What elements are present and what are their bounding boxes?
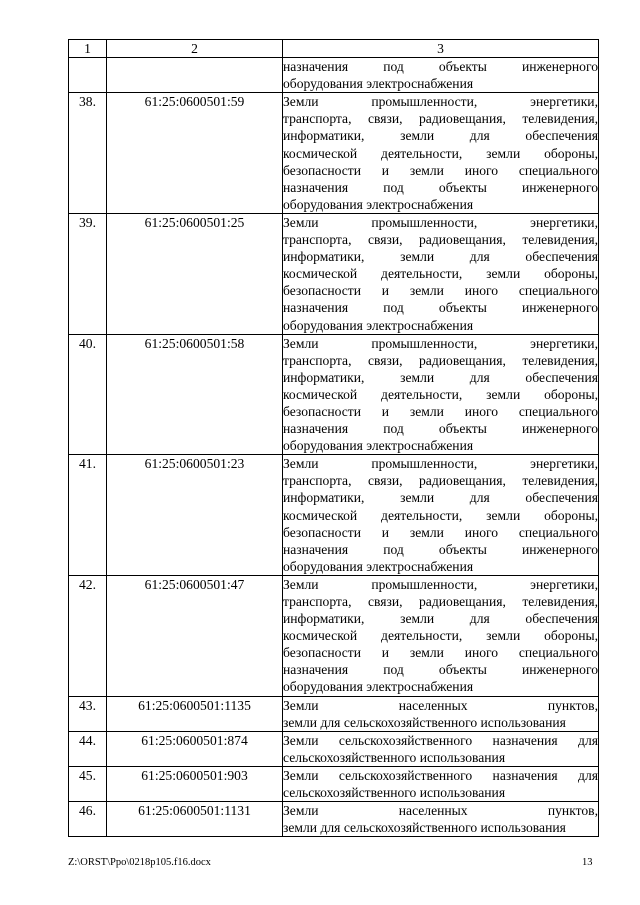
land-category <box>283 696 599 731</box>
land-category-line: назначения под объекты инженерного <box>283 662 598 678</box>
cadastral-number: 61:25:0600501:25 <box>107 213 283 334</box>
cadastral-number: 61:25:0600501:59 <box>107 93 283 214</box>
table-row <box>69 213 599 334</box>
row-number: 44. <box>69 731 107 766</box>
land-category <box>283 731 599 766</box>
table-row <box>69 766 599 801</box>
land-category-line: Земли промышленности, энергетики, <box>283 456 598 472</box>
land-plots-table <box>68 39 599 837</box>
land-category-line: назначения под объекты инженерного <box>283 300 598 316</box>
land-category-line: оборудования электроснабжения <box>283 438 474 454</box>
row-number: 38. <box>69 93 107 214</box>
land-category <box>283 575 599 696</box>
land-category-line: Земли населенных пунктов, <box>283 803 598 819</box>
table-row <box>69 696 599 731</box>
table-row <box>69 455 599 576</box>
table-row <box>69 334 599 455</box>
table-row <box>69 575 599 696</box>
land-category-line: Земли сельскохозяйственного назначения для <box>283 767 598 783</box>
land-category-line: информатики, земли для обеспечения <box>283 128 598 144</box>
header-col-3: 3 <box>283 40 599 58</box>
land-category <box>283 766 599 801</box>
land-category-line: Земли промышленности, энергетики, <box>283 576 598 592</box>
header-col-2: 2 <box>107 40 283 58</box>
land-category-line: земли для сельскохозяйственного использования <box>283 714 566 730</box>
land-category-line: безопасности и земли иного специального <box>283 283 598 299</box>
header-row <box>69 40 599 58</box>
cadastral-number <box>107 58 283 93</box>
land-category-line: информатики, земли для обеспечения <box>283 249 598 265</box>
land-category-line: безопасности и земли иного специального <box>283 645 598 661</box>
land-category-line: назначения под объекты инженерного <box>283 421 598 437</box>
land-category-line: транспорта, связи, радиовещания, телевидения, <box>283 352 598 368</box>
land-category-line: оборудования электроснабжения <box>283 317 474 333</box>
land-category-line: транспорта, связи, радиовещания, телевидения, <box>283 594 598 609</box>
land-category-line: безопасности и земли иного специального <box>283 524 598 540</box>
row-number: 41. <box>69 455 107 576</box>
table-row <box>69 802 599 837</box>
row-number: 45. <box>69 766 107 801</box>
land-category-line: информатики, земли для обеспечения <box>283 490 598 506</box>
header-col-1: 1 <box>69 40 107 58</box>
land-category-line: транспорта, связи, радиовещания, телевидения, <box>283 232 598 248</box>
page-number: 13 <box>582 857 593 868</box>
row-number: 46. <box>69 802 107 837</box>
row-number <box>69 58 107 93</box>
cadastral-number: 61:25:0600501:874 <box>107 731 283 766</box>
land-category-line: Земли населенных пунктов, <box>283 697 598 713</box>
land-category <box>283 213 599 334</box>
land-category-line: транспорта, связи, радиовещания, телевидения, <box>283 473 598 489</box>
land-category-line: транспорта, связи, радиовещания, телевидения, <box>283 111 598 127</box>
footer-file-path: Z:\ORST\Ppo\0218p105.f16.docx <box>68 857 211 868</box>
row-number: 39. <box>69 213 107 334</box>
land-category <box>283 802 599 837</box>
land-category <box>283 58 599 93</box>
land-category <box>283 455 599 576</box>
cadastral-number: 61:25:0600501:23 <box>107 455 283 576</box>
land-category-line: космической деятельности, земли обороны, <box>283 266 598 282</box>
row-number: 43. <box>69 696 107 731</box>
land-category-line: безопасности и земли иного специального <box>283 403 598 419</box>
cadastral-number: 61:25:0600501:58 <box>107 334 283 455</box>
land-category-line: Земли сельскохозяйственного назначения для <box>283 732 598 748</box>
land-category-line: назначения под объекты инженерного <box>283 179 598 195</box>
cadastral-number: 61:25:0600501:47 <box>107 575 283 696</box>
land-category-line: назначения под объекты инженерного <box>283 59 598 75</box>
land-category-line: информатики, земли для обеспечения <box>283 611 598 627</box>
table-row <box>69 731 599 766</box>
land-category-line: оборудования электроснабжения <box>283 679 474 695</box>
land-category-line: оборудования электроснабжения <box>283 76 474 92</box>
cadastral-number: 61:25:0600501:1135 <box>107 696 283 731</box>
land-category-line: сельскохозяйственного использования <box>283 785 506 801</box>
land-category-line: назначения под объекты инженерного <box>283 541 598 557</box>
land-category-line: безопасности и земли иного специального <box>283 162 598 178</box>
land-category-line: космической деятельности, земли обороны, <box>283 507 598 523</box>
land-category-line: Земли промышленности, энергетики, <box>283 335 598 351</box>
continued-row <box>69 58 599 93</box>
land-category <box>283 93 599 214</box>
table-row <box>69 93 599 214</box>
land-category-line: сельскохозяйственного использования <box>283 749 506 765</box>
land-category-line: космической деятельности, земли обороны, <box>283 386 598 402</box>
land-category-line: Земли промышленности, энергетики, <box>283 94 598 110</box>
cadastral-number: 61:25:0600501:903 <box>107 766 283 801</box>
row-number: 40. <box>69 334 107 455</box>
land-category <box>283 334 599 455</box>
land-category-line: космической деятельности, земли обороны, <box>283 145 598 161</box>
land-category-line: космической деятельности, земли обороны, <box>283 628 598 644</box>
land-category-line: оборудования электроснабжения <box>283 558 474 574</box>
land-category-line: информатики, земли для обеспечения <box>283 369 598 385</box>
cadastral-number: 61:25:0600501:1131 <box>107 802 283 837</box>
land-category-line: Земли промышленности, энергетики, <box>283 214 598 230</box>
land-category-line: земли для сельскохозяйственного использования <box>283 820 566 836</box>
row-number: 42. <box>69 575 107 696</box>
land-category-line: оборудования электроснабжения <box>283 196 474 212</box>
